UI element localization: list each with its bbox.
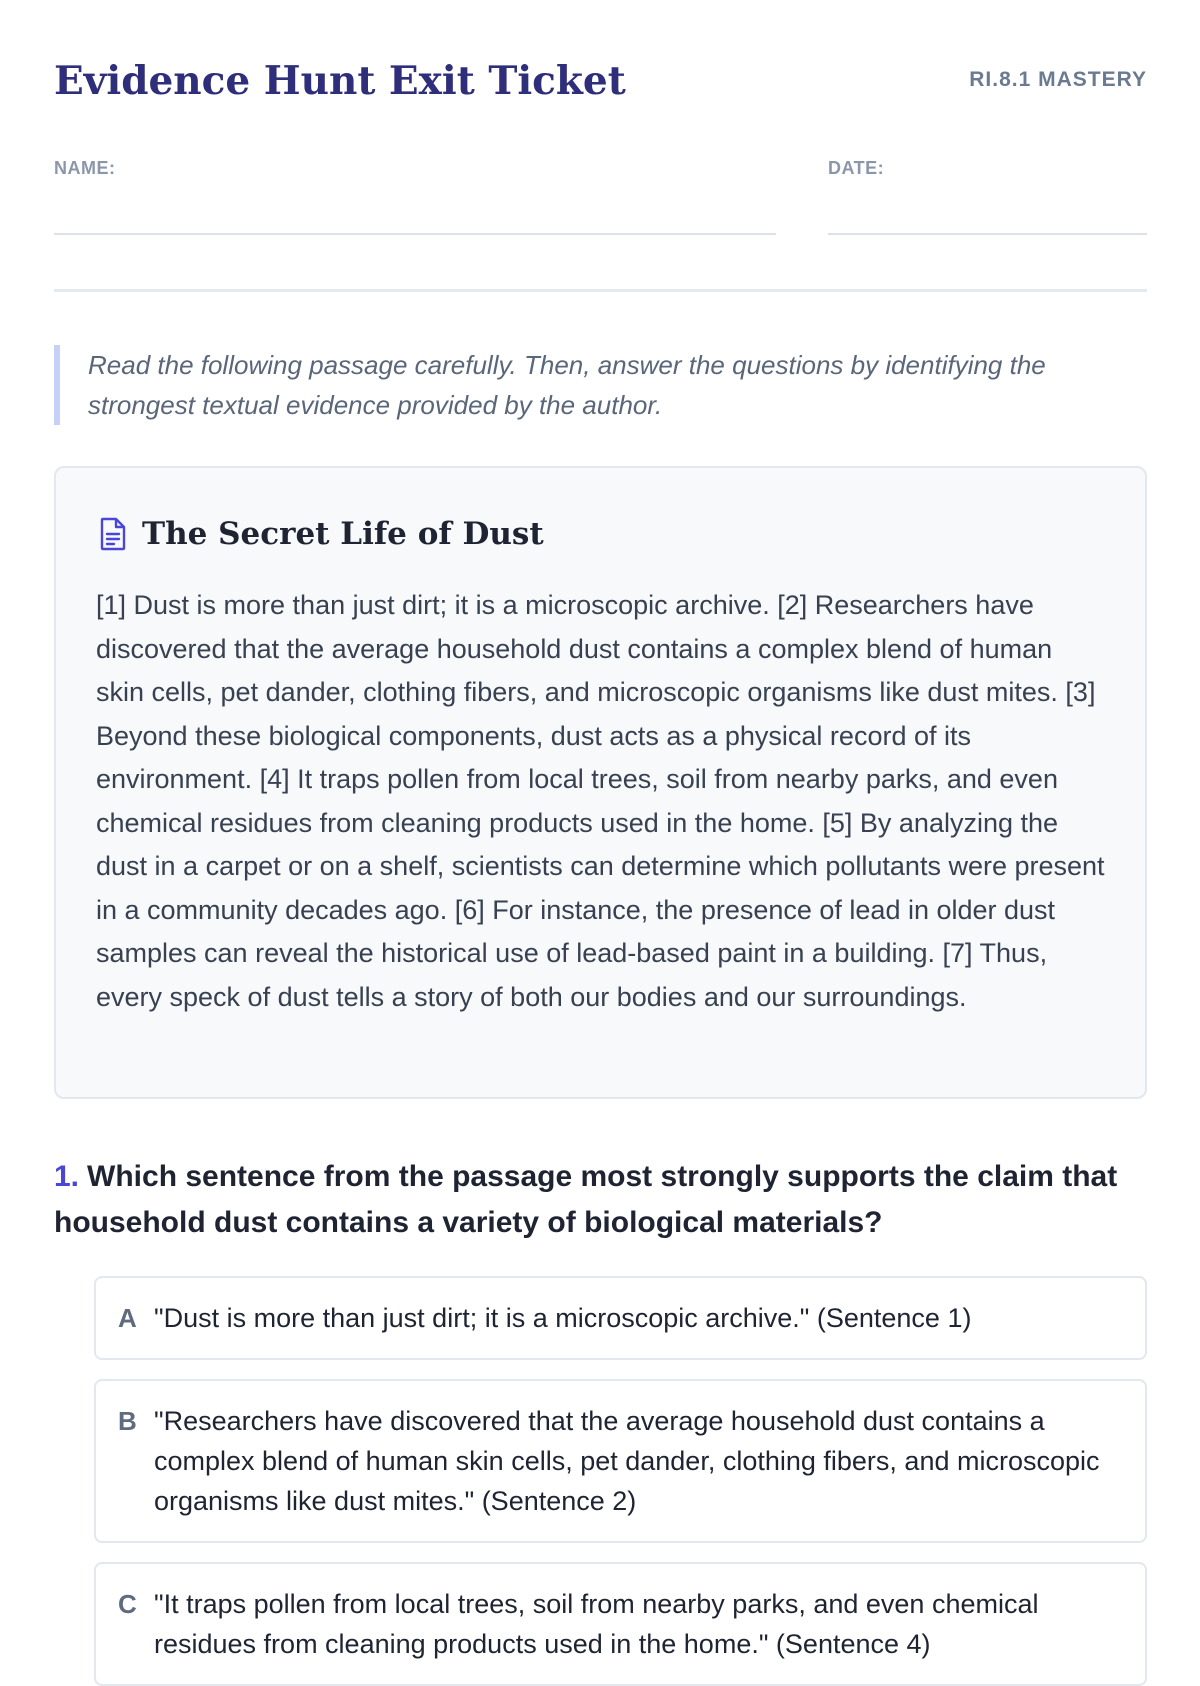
date-label: DATE: <box>828 158 885 178</box>
answer-option-a[interactable] <box>94 1276 1147 1360</box>
name-field[interactable] <box>54 233 776 235</box>
option-letter: A <box>118 1303 137 1333</box>
instructions <box>54 345 1147 425</box>
option-letter: B <box>118 1406 137 1436</box>
name-label: NAME: <box>54 158 116 178</box>
passage-box <box>54 466 1147 1099</box>
passage-header <box>96 512 1105 556</box>
option-text: "It traps pollen from local trees, soil from nearby parks, and even chemical residues from cleaning products used in the home." (Sentence 4) <box>154 1589 1039 1659</box>
answer-option-b[interactable] <box>94 1379 1147 1543</box>
passage-title: The Secret Life of Dust <box>142 516 544 552</box>
date-field[interactable] <box>828 233 1147 235</box>
question-number: 1. <box>54 1160 80 1193</box>
option-letter: C <box>118 1589 137 1619</box>
answer-option-c[interactable] <box>94 1562 1147 1686</box>
question-1 <box>54 1154 1147 1246</box>
document-icon <box>99 517 127 551</box>
option-text: "Researchers have discovered that the average household dust contains a complex blend of human skin cells, pet dander, clothing fibers, and microscopic organisms like dust mites." (Sentence 2) <box>154 1406 1100 1516</box>
header <box>54 54 1147 114</box>
instructions-text: Read the following passage carefully. Then, answer the questions by identifying the strongest textual evidence provided by the author. <box>88 350 1046 420</box>
page-title: Evidence Hunt Exit Ticket <box>54 58 626 104</box>
divider <box>54 289 1147 292</box>
passage-text: [1] Dust is more than just dirt; it is a microscopic archive. [2] Researchers have discovered that the average household dust contains a complex blend of human skin cells, pet dander, clothing fibers, and microscopic organisms like dust mites. [3] Beyond these biological components, dust acts as a physical record of its environment. [4] It traps pollen from local trees, soil from nearby parks, and even chemical residues from cleaning products used in the home. [5] By analyzing the dust in a carpet or on a shelf, scientists can determine which pollutants were present in a community decades ago. [6] For instance, the presence of lead in older dust samples can reveal the historical use of lead-based paint in a building. [7] Thus, every speck of dust tells a story of both our bodies and our surroundings. <box>96 590 1105 1012</box>
question-text: Which sentence from the passage most strongly supports the claim that household dust contains a variety of biological materials? <box>54 1160 1118 1239</box>
option-text: "Dust is more than just dirt; it is a microscopic archive." (Sentence 1) <box>154 1303 972 1333</box>
standard-tag: RI.8.1 MASTERY <box>969 68 1147 91</box>
